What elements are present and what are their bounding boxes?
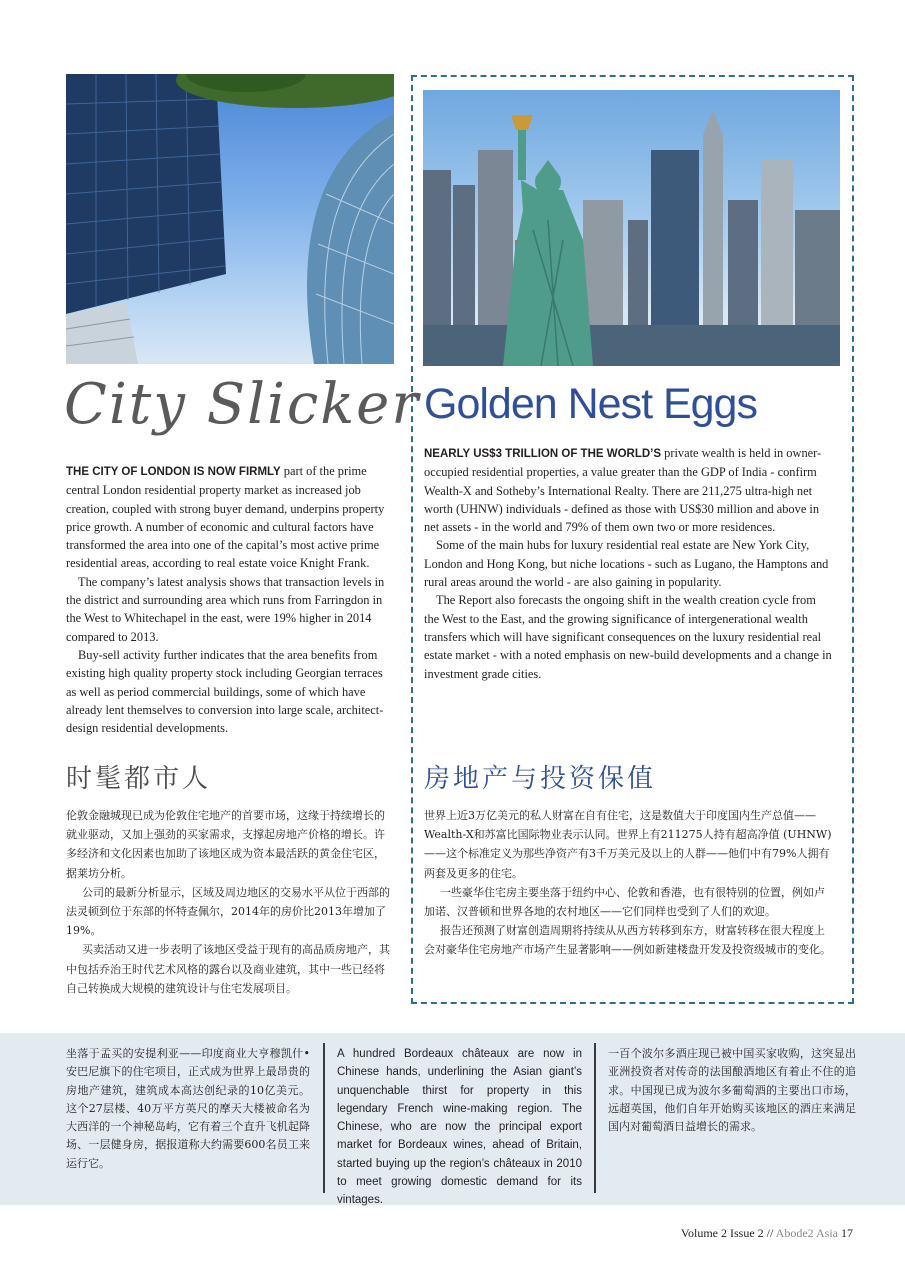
- golden-nest-eggs-para-2: Some of the main hubs for luxury residential real estate are New York City, London and Hong Kong, but niche locations - such as Lugano, the Hamptons and rural areas around the world - are also gaining in popularity.: [424, 538, 829, 590]
- golden-nest-eggs-cn-para-3: 报告还预测了财富创造周期将持续从从西方转移到东方，财富转移在很大程度上会对豪华住宅房地产市场产生显著影响——例如新建楼盘开发及投资级城市的变化。: [424, 924, 831, 957]
- column-divider: [323, 1043, 325, 1193]
- golden-nest-eggs-cn-title: 房地产与投资保值: [424, 764, 657, 794]
- city-slicker-cn-para-2: 公司的最新分析显示，区域及周边地区的交易水平从位于西部的法灵顿到位于东部的怀特查佩尔，2014年的房价比2013年增加了19%。: [66, 885, 390, 938]
- city-slicker-title: City Slicker: [64, 372, 421, 437]
- city-slicker-lead: THE CITY OF LONDON IS NOW FIRMLY: [66, 466, 281, 478]
- golden-nest-eggs-para-1: private wealth is held in owner-occupied residential properties, a value greater than the GDP of India - confirm Wealth-X and Sotheby’s International Realty. There are 211,275 ultra-high net worth (UHNW) individuals - defined as those with US$30 million and above in net assets - in the world and 79% of them own two or more residences.: [424, 446, 822, 535]
- golden-nest-eggs-body: [424, 444, 834, 683]
- new-york-skyline-illustration: [423, 90, 840, 366]
- statue-of-liberty-skyline-photo: [423, 90, 840, 366]
- city-towers-illustration: [66, 74, 394, 364]
- golden-nest-eggs-cn-para-2: 一些豪华住宅房主要坐落于纽约中心、伦敦和香港，也有很特别的位置，例如卢加诺、汉普顿和世界各地的农村地区——它们同样也受到了人们的欢迎。: [424, 885, 825, 919]
- city-slicker-para-1: part of the prime central London residential property market as increased job creation, coupled with strong buyer demand, underpins property price growth. A number of economic and cultural factors have transformed the area into one of the capital’s most active prime residential areas, according to real estate voice Knight Frank.: [66, 464, 385, 571]
- antilia-cn-column: 坐落于孟买的安提利亚——印度商业大亨穆凯什•安巴尼旗下的住宅项目，正式成为世界上最昂贵的房地产建筑，建筑成本高达创纪录的10亿美元。这个27层楼、40万平方英尺的摩天大楼被命名为大西洋的一个神秘岛屿，它有着三个直升飞机起降场、一层健身房，据报道称大约需要600名员工来运行它。: [66, 1047, 310, 1170]
- city-slicker-para-2: The company’s latest analysis shows that transaction levels in the district and surrounding area which runs from Farringdon in the West to Whitechapel in the east, were 19% higher in 2014 compared to 2013.: [66, 574, 385, 644]
- bordeaux-en-column: A hundred Bordeaux châteaux are now in Chinese hands, underlining the Asian giant’s unquenchable thirst for property in this legendary French wine-making region. The Chinese, who are now the principal export market for Bordeaux wines, ahead of Britain, started buying up the region’s châteaux in 2010 to meet growing domestic demand for its vintages.: [337, 1048, 582, 1207]
- city-slicker-body: [66, 462, 394, 737]
- city-slicker-cn-body: [66, 806, 392, 998]
- page-footer: [681, 1226, 853, 1241]
- column-divider: [594, 1043, 596, 1193]
- golden-nest-eggs-cn-para-1: 世界上近3万亿美元的私人财富在自有住宅，这是数值大于印度国内生产总值——Wealth-X和苏富比国际物业表示认同。世界上有211275人持有超高净值 (UHNW)——这个标准定义为那些净资产有3千万美元及以上的人群——他们中有79%人拥有两套及更多的住宅。: [424, 809, 832, 880]
- bordeaux-cn-column: 一百个波尔多酒庄现已被中国买家收购，这突显出亚洲投资者对传奇的法国酿酒地区有着止不住的追求。中国现已成为波尔多葡萄酒的主要出口市场，远超英国，他们自年开始购买该地区的酒庄来满足国内对葡萄酒日益增长的需求。: [608, 1047, 856, 1134]
- golden-nest-eggs-para-3: The Report also forecasts the ongoing shift in the wealth creation cycle from the West to the East, and the growing significance of intergenerational wealth transfers which will have significant consequences on the luxury residential real estate market - with a noted emphasis on new-build developments and a change in investment grade cities.: [424, 593, 832, 681]
- golden-nest-eggs-lead: NEARLY US$3 TRILLION OF THE WORLD’S: [424, 448, 662, 460]
- golden-nest-eggs-title: Golden Nest Eggs: [424, 380, 757, 428]
- magazine-brand: Abode2 Asia: [775, 1226, 838, 1240]
- issue-label: Volume 2 Issue 2 //: [680, 1226, 776, 1240]
- golden-nest-eggs-cn-body: [424, 806, 834, 960]
- city-towers-photo: [66, 74, 394, 364]
- city-slicker-cn-para-1: 伦敦金融城现已成为伦敦住宅地产的首要市场，这缘于持续增长的就业驱动，又加上强劲的买家需求，支撑起房地产价格的增长。许多经济和文化因素也加助了该地区成为资本最活跃的黄金住宅区， 据莱坊分析。: [66, 809, 385, 880]
- city-slicker-para-3: Buy-sell activity further indicates that the area benefits from existing high quality property stock including Georgian terraces as well as period commercial buildings, some of which have already lent themselves to conversion into large scale, architect-design residential developments.: [66, 647, 384, 736]
- city-slicker-cn-title: 时髦都市人: [66, 764, 212, 794]
- page-number: 17: [838, 1226, 853, 1240]
- city-slicker-cn-para-3: 买卖活动又进一步表明了该地区受益于现有的高品质房地产，其中包括乔治王时代艺术风格的露台以及商业建筑，其中一些已经将自己转换成大规模的建筑设计与住宅发展项目。: [66, 943, 390, 995]
